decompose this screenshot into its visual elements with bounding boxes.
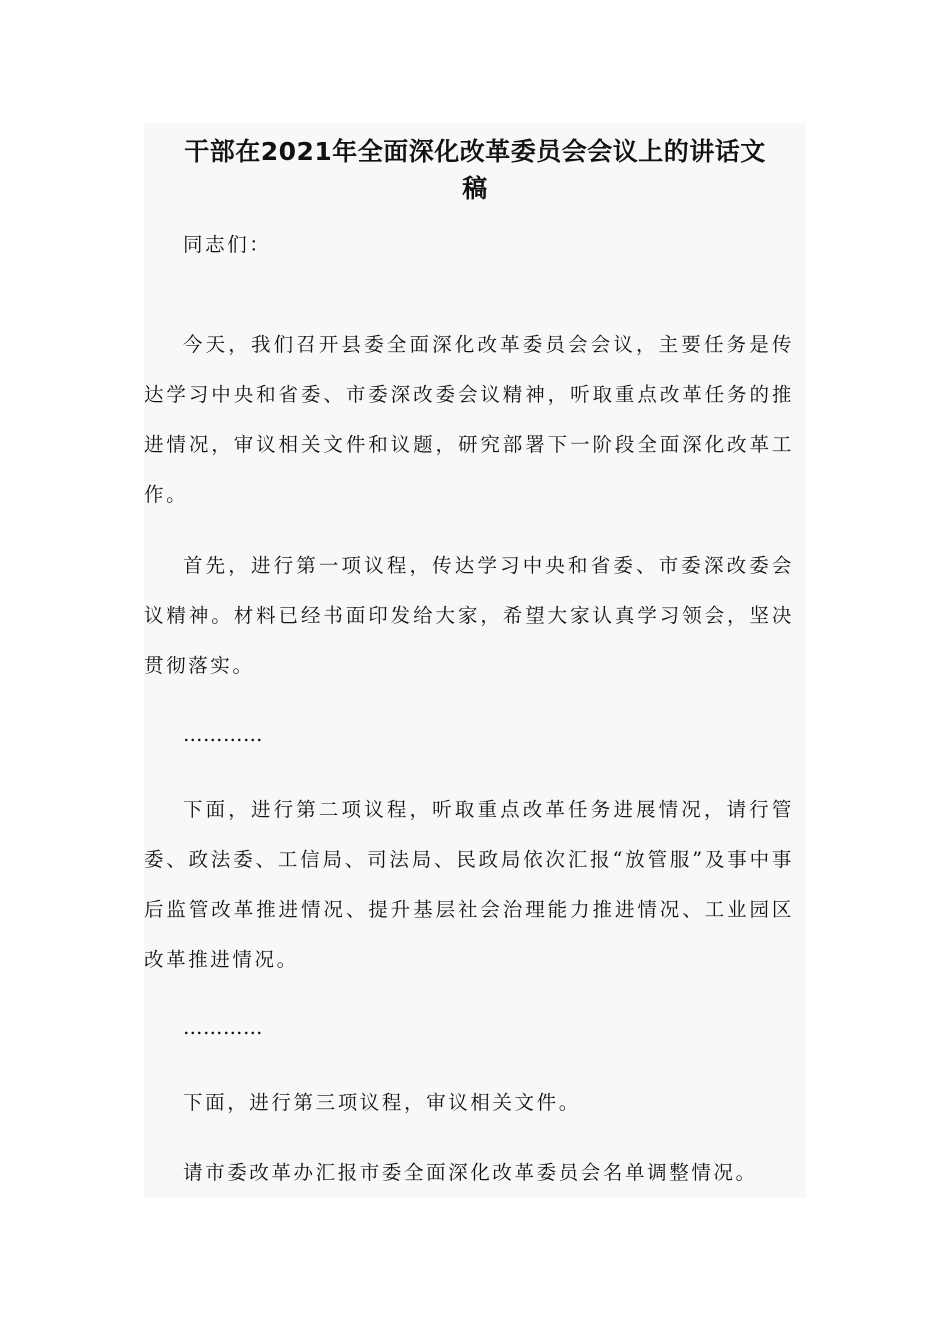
document-title [144,123,806,206]
paragraph-report-request: 请市委改革办汇报市委全面深化改革委员会名单调整情况。 [183,1161,758,1184]
title-line-1: 干部在2021年全面深化改革委员会会议上的讲话文 [184,137,766,166]
paragraph-agenda-2: 下面，进行第二项议程，听取重点改革任务进展情况，请行管委、政法委、工信局、司法局、民政局依次汇报“放管服”及事中事后监管改革推进情况、提升基层社会治理能力推进情况、工业园区改革推进情况。 [144,798,794,971]
salutation: 同志们： [183,233,272,256]
paragraph-agenda-1: 首先，进行第一项议程，传达学习中央和省委、市委深改委会议精神。材料已经书面印发给大家，希望大家认真学习领会，坚决贯彻落实。 [144,554,794,677]
ellipsis-2: ………… [183,1016,263,1039]
document-page [144,123,806,1198]
paragraph-opening: 今天，我们召开县委全面深化改革委员会会议，主要任务是传达学习中央和省委、市委深改委会议精神，听取重点改革任务的推进情况，审议相关文件和议题，研究部署下一阶段全面深化改革工作。 [144,333,794,506]
title-line-2: 稿 [462,174,488,203]
paragraph-agenda-3: 下面，进行第三项议程，审议相关文件。 [183,1091,581,1114]
ellipsis-1: ………… [183,723,263,746]
